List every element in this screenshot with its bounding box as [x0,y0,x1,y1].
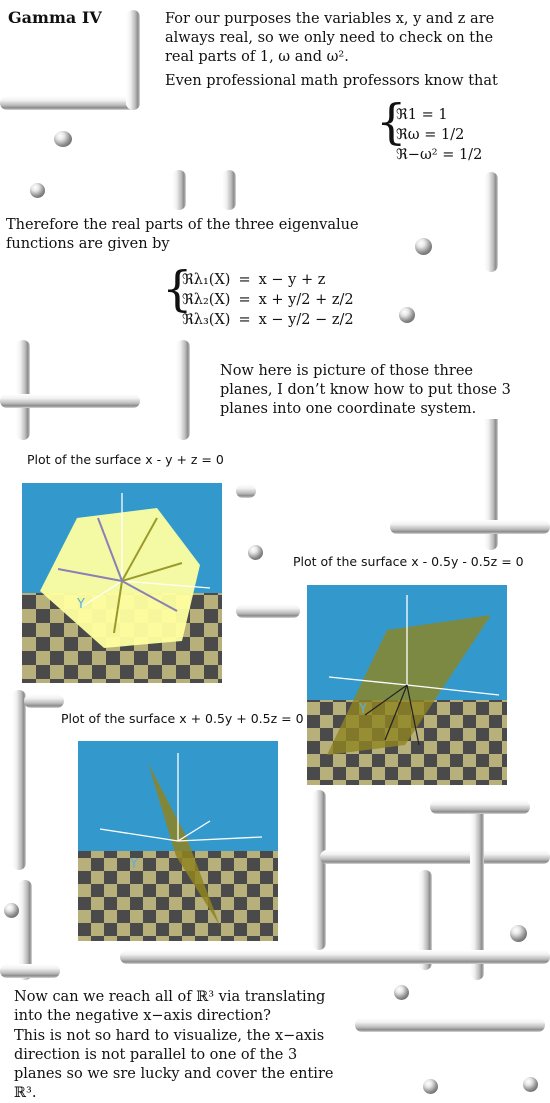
eigenvalue-rhs: x − y/2 − z/2 [258,312,354,328]
eigenvalue-equals: = [238,292,251,308]
intro-paragraph: For our purposes the variables x, y and z are always real, so we only need to check on the real parts of 1, ω and ω². [165,11,495,65]
plot-2-title: Plot of the surface x - 0.5y - 0.5z = 0 [290,554,527,569]
real-part-line: ℜω = 1/2 [396,127,465,143]
eigenvalue-equals: = [238,312,251,328]
plot-2 [307,585,507,785]
y-axis-label: Y [130,857,138,872]
eigenvalue-equals: = [238,272,251,288]
plot-3-title: Plot of the surface x + 0.5y + 0.5z = 0 [58,711,307,726]
eigenvalue-rhs: x − y + z [258,272,326,288]
real-part-line: ℜ−ω² = 1/2 [396,147,483,163]
y-axis-label: Y [359,702,367,717]
therefore-paragraph: Therefore the real parts of the three eigenvalue functions are given by [6,217,359,252]
plot-1-title: Plot of the surface x - y + z = 0 [24,452,227,467]
plot-3 [78,741,278,941]
eigenvalue-row [178,270,358,290]
visualize-paragraph: This is not so hard to visualize, the x−axis direction is not parallel to one of the 3 planes so we sre lucky and cover the entire ℝ³. [14,1027,344,1103]
eigenvalue-lhs: ℜλ₁(X) [182,272,231,288]
eigenvalue-rhs: x + y/2 + z/2 [258,292,354,308]
page-title: Gamma IV [8,8,102,27]
reach-paragraph: Now can we reach all of ℝ³ via translating into the negative x−axis direction? [14,988,344,1026]
real-part-line: ℜ1 = 1 [396,107,448,123]
floor [78,851,278,941]
professors-paragraph: Even professional math professors know that [165,73,498,89]
eigenvalue-lhs: ℜλ₂(X) [182,292,231,308]
plot-1 [22,483,222,683]
left-brace: { [376,94,407,150]
left-brace: { [162,261,193,317]
eigenvalue-lhs: ℜλ₃(X) [182,312,231,328]
y-axis-label: Y [77,597,85,612]
eigenvalue-row [178,290,358,310]
picture-paragraph: Now here is picture of those three planes, I don’t know how to put those 3 planes into one coordinate system. [220,362,530,419]
eigenvalue-row [178,310,358,330]
